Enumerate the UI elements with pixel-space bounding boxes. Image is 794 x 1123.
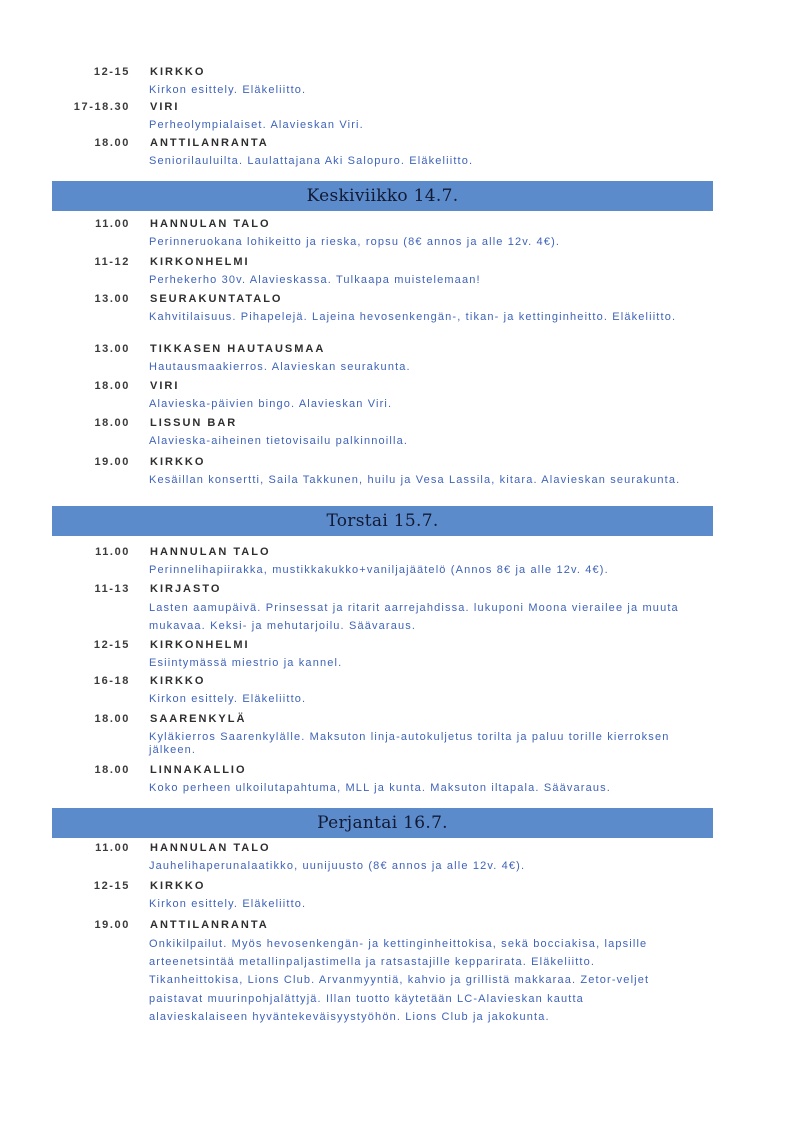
event-title: ANTTILANRANTA xyxy=(150,137,269,149)
event-title: KIRKONHELMI xyxy=(150,639,250,651)
event-time: 11.00 xyxy=(95,546,130,558)
event-description: Kyläkierros Saarenkylälle. Maksuton linja-autokuljetus torilta ja paluu torille kierroksen jälkeen. xyxy=(149,731,670,756)
event-time: 12-15 xyxy=(93,66,130,78)
event-description: Kirkon esittely. Eläkeliitto. xyxy=(149,898,307,910)
event-time: 16-18 xyxy=(93,675,130,687)
event-time: 18.00 xyxy=(94,417,130,429)
event-title: LISSUN BAR xyxy=(150,417,238,429)
event-description: Perinnelihapiirakka, mustikkakukko+vaniljajäätelö (Annos 8€ ja alle 12v. 4€). xyxy=(149,564,609,576)
event-description: Perheolympialaiset. Alavieskan Viri. xyxy=(149,119,364,131)
event-title: VIRI xyxy=(150,380,180,392)
event-time: 19.00 xyxy=(94,456,130,468)
day-heading: Perjantai 16.7. xyxy=(52,808,713,838)
day-heading: Keskiviikko 14.7. xyxy=(52,181,713,211)
event-description: Kirkon esittely. Eläkeliitto. xyxy=(149,84,307,96)
event-time: 11-13 xyxy=(94,583,130,595)
event-time: 11.00 xyxy=(95,842,130,854)
event-description: Koko perheen ulkoilutapahtuma, MLL ja kunta. Maksuton iltapala. Säävaraus. xyxy=(149,782,611,794)
event-description: Onkikilpailut. Myös hevosenkengän- ja kettinginheittokisa, sekä bocciakisa, lapsille arteenetsintää metallinpaljastimella ja ratsastajille kepparirata. Eläkeliitto. Tikanheittokisa, Lions Club. Arvanmyyntiä, kahvio ja grillistä makkaraa. Zetor-veljet paistavat muurinpohjalättyjä. Illan tuotto käytetään LC-Alavieskan kautta alavieskalaiseen hyväntekeväisyystyöhön. Lions Club ja jakokunta. xyxy=(149,938,650,1023)
event-description: Kirkon esittely. Eläkeliitto. xyxy=(149,693,307,705)
event-title: HANNULAN TALO xyxy=(150,842,271,854)
event-description: Perinneruokana lohikeitto ja rieska, ropsu (8€ annos ja alle 12v. 4€). xyxy=(149,236,561,248)
event-title: LINNAKALLIO xyxy=(150,764,247,776)
event-time: 13.00 xyxy=(94,293,130,305)
event-title: KIRKKO xyxy=(150,880,206,892)
event-title: HANNULAN TALO xyxy=(150,218,271,230)
event-time: 12-15 xyxy=(93,639,130,651)
event-description: Alavieska-aiheinen tietovisailu palkinnoilla. xyxy=(149,435,409,447)
event-time: 18.00 xyxy=(94,380,130,392)
event-title: VIRI xyxy=(150,101,180,113)
event-description: Lasten aamupäivä. Prinsessat ja ritarit aarrejahdissa. lukuponi Moona vierailee ja muuta mukavaa. Keksi- ja mehutarjoilu. Säävaraus. xyxy=(149,602,679,633)
event-description: Esiintymässä miestrio ja kannel. xyxy=(149,657,343,669)
event-time: 11-12 xyxy=(94,256,130,268)
event-time: 18.00 xyxy=(94,713,130,725)
event-title: KIRKONHELMI xyxy=(150,256,250,268)
event-description: Jauhelihaperunalaatikko, uunijuusto (8€ annos ja alle 12v. 4€). xyxy=(149,860,526,872)
event-description: Alavieska-päivien bingo. Alavieskan Viri. xyxy=(149,398,393,410)
event-time: 19.00 xyxy=(94,919,130,931)
event-description: Kahvitilaisuus. Pihapelejä. Lajeina hevosenkengän-, tikan- ja kettinginheitto. Eläkeliitto. xyxy=(149,311,677,323)
event-description: Seniorilauluilta. Laulattajana Aki Salopuro. Eläkeliitto. xyxy=(149,155,474,167)
event-time: 12-15 xyxy=(93,880,130,892)
event-title: KIRKKO xyxy=(150,66,206,78)
event-time: 11.00 xyxy=(95,218,130,230)
event-title: ANTTILANRANTA xyxy=(150,919,269,931)
event-title: KIRKKO xyxy=(150,456,206,468)
event-time: 13.00 xyxy=(94,343,130,355)
event-title: SEURAKUNTATALO xyxy=(150,293,283,305)
event-title: HANNULAN TALO xyxy=(150,546,271,558)
event-description: Kesäillan konsertti, Saila Takkunen, huilu ja Vesa Lassila, kitara. Alavieskan seurakunta. xyxy=(149,474,681,486)
event-title: KIRJASTO xyxy=(150,583,222,595)
event-time: 18.00 xyxy=(94,764,130,776)
event-title: KIRKKO xyxy=(150,675,206,687)
event-time: 18.00 xyxy=(94,137,130,149)
day-heading: Torstai 15.7. xyxy=(52,506,713,536)
event-description: Perhekerho 30v. Alavieskassa. Tulkaapa muistelemaan! xyxy=(149,274,481,286)
event-time: 17-18.30 xyxy=(73,101,130,113)
event-description: Hautausmaakierros. Alavieskan seurakunta. xyxy=(149,361,411,373)
event-title: SAARENKYLÄ xyxy=(150,713,247,725)
event-title: TIKKASEN HAUTAUSMAA xyxy=(150,343,326,355)
